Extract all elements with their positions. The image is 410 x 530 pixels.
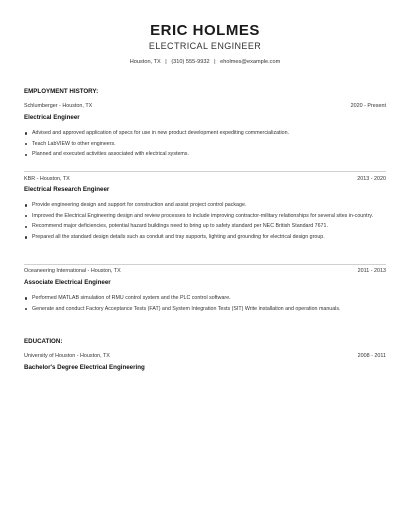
job-company: Schlumberger - Houston, TX [24,103,93,109]
job-title: Associate Electrical Engineer [24,279,111,286]
contact-location: Houston, TX [129,59,161,65]
list-item: Planned and executed activities associated with electrical systems. [24,151,384,158]
job-company: Oceaneering International - Houston, TX [24,268,121,274]
job-dates: 2011 - 2013 [357,268,386,274]
list-item: Recommend major deficiencies, potential hazard buildings need to bring up to safety standard per NEC British Standard 7671. [24,223,384,230]
education-school: University of Houston - Houston, TX [24,353,110,359]
education-heading: EDUCATION: [24,338,63,345]
candidate-role: ELECTRICAL ENGINEER [148,41,262,51]
list-item: Prepared all the standard design details such as conduit and tray supports, lighting and grounding for electrical design group. [24,234,384,241]
job-title: Electrical Research Engineer [24,186,110,193]
contact-separator: | [165,59,167,65]
contact-phone: (310) 555-9932 [171,59,210,65]
list-item: Improved the Electrical Engineering design and review processes to include improving contractor-military relationships for several sites in-country. [24,213,384,220]
job-meta [24,268,386,274]
job-company: KBR - Houston, TX [24,176,70,182]
education-dates: 2008 - 2011 [357,353,386,359]
contact-email[interactable]: eholmes@example.com [220,59,281,65]
job-meta [24,103,386,109]
list-item: Performed MATLAB simulation of RMU control system and the PLC control software. [24,295,384,302]
job-bullets [24,130,384,162]
list-item: Provide engineering design and support for construction and assist project control package. [24,202,384,209]
list-item: Advised and approved application of specs for use in new product development expediting commercialization. [24,130,384,137]
job-bullets [24,295,384,316]
divider [24,264,386,265]
job-bullets [24,202,384,244]
employment-heading: EMPLOYMENT HISTORY: [24,88,99,95]
job-title: Electrical Engineer [24,114,80,121]
job-dates: 2020 - Present [350,103,386,109]
education-meta [24,353,386,359]
contact-line [0,59,410,65]
list-item: Teach LabVIEW to other engineers. [24,141,384,148]
job-dates: 2013 - 2020 [357,176,386,182]
education-degree: Bachelor's Degree Electrical Engineering [24,364,145,371]
contact-separator: | [214,59,216,65]
divider [24,171,386,172]
candidate-name: ERIC HOLMES [150,22,260,39]
list-item: Generate and conduct Factory Acceptance Tests (FAT) and System Integration Tests (SIT) Write installation and operation manuals. [24,306,384,313]
job-meta [24,176,386,182]
